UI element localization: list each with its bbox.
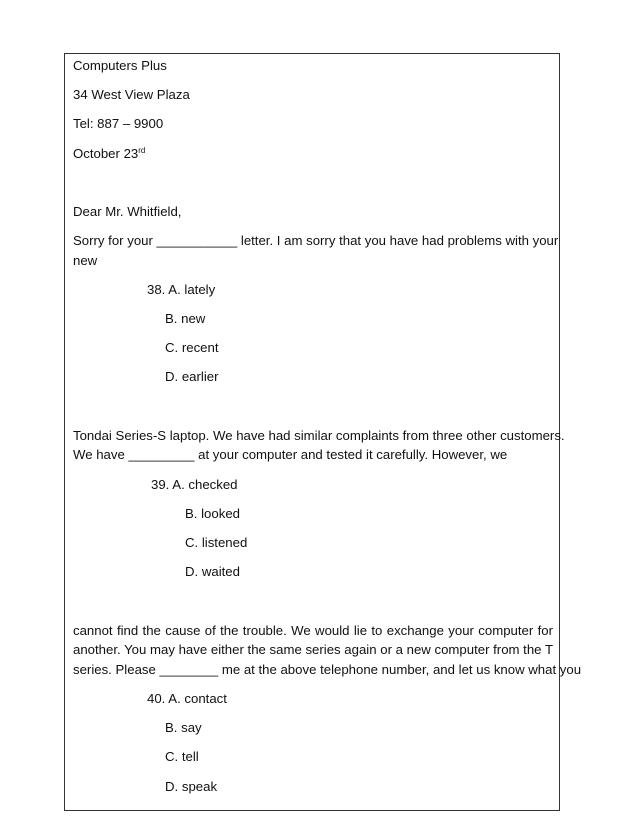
question-40-option-b: B. say [165,720,202,736]
spacer [73,397,553,417]
paragraph-line: Sorry for your ___________ letter. I am sorry that you have had problems with your [73,233,559,249]
company-address: 34 West View Plaza [73,87,190,103]
paragraph-2 [73,426,565,465]
company-name: Computers Plus [73,58,167,73]
question-39-option-b: B. looked [185,505,240,521]
paragraph-line: We have _________ at your computer and tested it carefully. However, we [73,447,508,463]
paragraph-line: another. You may have either the same series again or a new computer from the T [73,642,553,658]
question-39-option-c: C. listened [185,535,248,550]
paragraph-line: series. Please ________ me at the above telephone number, and let us know what you [73,661,582,677]
date-text: October 23 [73,145,139,161]
company-telephone: Tel: 887 – 9900 [73,116,164,132]
question-38-option-c: C. recent [165,340,219,356]
paragraph-line: cannot find the cause of the trouble. We would lie to exchange your computer for [73,622,553,638]
question-40-option-c: C. tell [165,749,199,765]
letter-body [73,56,582,806]
question-38-option-b: B. new [165,311,206,327]
date-ordinal: rd [138,145,146,155]
spacer [73,591,553,611]
spacer [73,173,553,193]
question-38-option-a: 38. A. lately [147,281,216,297]
question-40-option-d: D. speak [165,778,218,794]
letter-date [73,144,553,164]
question-38-option-d: D. earlier [165,369,219,385]
paragraph-1 [73,231,559,270]
paragraph-line: Tondai Series-S laptop. We have had similar complaints from three other customers. [73,427,565,443]
question-39-option-d: D. waited [185,564,240,580]
paragraph-3 [73,621,582,680]
question-40-option-a: 40. A. contact [147,690,227,706]
paragraph-line: new [73,252,98,268]
question-39-option-a: 39. A. checked [151,476,238,492]
salutation: Dear Mr. Whitfield, [73,203,182,219]
